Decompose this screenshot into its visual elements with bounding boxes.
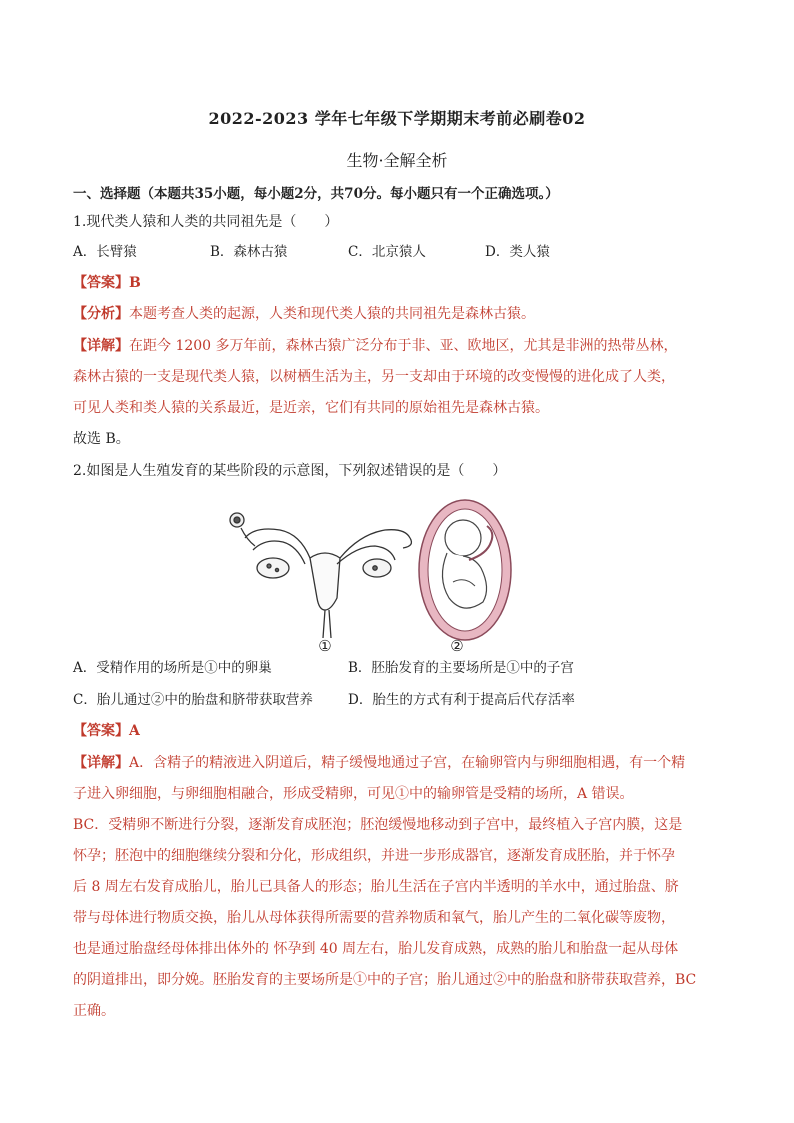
- q1-option-b: B．森林古猿: [210, 244, 288, 260]
- answer-tag: 【答案】: [73, 275, 129, 291]
- q1-option-a: A．长臂猿: [73, 244, 137, 260]
- q2-stem: 2.如图是人生殖发育的某些阶段的示意图，下列叙述错误的是（ ）: [73, 463, 507, 479]
- detail-text: 在距今 1200 多万年前，森林古猿广泛分布于非、亚、欧地区，尤其是非洲的热带丛林，: [129, 338, 678, 354]
- q2-detail-line: BC．受精卵不断进行分裂，逐渐发育成胚泡；胚泡缓慢地移动到子宫中，最终植入子宫内膜，这是: [73, 817, 683, 833]
- page-title: 2022-2023 学年七年级下学期期末考前必刷卷02: [208, 109, 586, 128]
- q1-detail-line: [73, 336, 678, 356]
- analysis-text: 本题考查人类的起源，人类和现代类人猿的共同祖先是森林古猿。: [129, 306, 535, 322]
- q2-detail-line: 后 8 周左右发育成胎儿，胎儿已具备人的形态；胎儿生活在子宫内半透明的羊水中，通过胎盘、脐: [73, 879, 679, 895]
- q2-option-b: B．胚胎发育的主要场所是①中的子宫: [348, 660, 574, 676]
- q2-detail-line: 怀孕；胚泡中的细胞继续分裂和分化，形成组织，并进一步形成器官，逐渐发育成胚胎，并于怀孕: [73, 848, 675, 864]
- q2-detail-line: 子进入卵细胞，与卵细胞相融合，形成受精卵，可见①中的输卵管是受精的场所，A 错误。: [73, 786, 634, 802]
- q1-detail-line: 森林古猿的一支是现代类人猿，以树栖生活为主，另一支却由于环境的改变慢慢的进化成了人类，: [73, 369, 675, 385]
- figure-label-1: ①: [318, 637, 332, 653]
- page-subtitle: 生物·全解全析: [346, 151, 448, 170]
- reproduction-figure: [225, 498, 525, 653]
- q2-option-c: C．胎儿通过②中的胎盘和脐带获取营养: [73, 692, 313, 708]
- q2-detail-line: 正确。: [73, 1003, 115, 1019]
- q2-detail-line: 也是通过胎盘经母体排出体外的 怀孕到 40 周左右，胎儿发育成熟，成熟的胎儿和胎盘一起从母体: [73, 941, 679, 957]
- q1-conclusion: 故选 B。: [73, 431, 130, 447]
- section-heading: 一、选择题（本题共35小题，每小题2分，共70分。每小题只有一个正确选项。）: [73, 186, 559, 202]
- q2-option-a: A．受精作用的场所是①中的卵巢: [73, 660, 272, 676]
- detail-text: A．含精子的精液进入阴道后，精子缓慢地通过子宫，在输卵管内与卵细胞相遇，有一个精: [129, 755, 686, 771]
- q1-analysis: [73, 304, 535, 324]
- q1-option-c: C．北京猿人: [348, 244, 426, 260]
- answer-tag: 【答案】: [73, 723, 129, 739]
- analysis-tag: 【分析】: [73, 306, 129, 322]
- figure-label-2: ②: [450, 637, 464, 653]
- q2-detail-line: 的阴道排出，即分娩。胚胎发育的主要场所是①中的子宫；胎儿通过②中的胎盘和脐带获取营养，BC: [73, 972, 697, 988]
- q1-detail-line: 可见人类和类人猿的关系最近，是近亲，它们有共同的原始祖先是森林古猿。: [73, 400, 549, 416]
- q2-detail-line: 带与母体进行物质交换，胎儿从母体获得所需要的营养物质和氧气，胎儿产生的二氧化碳等废物，: [73, 910, 675, 926]
- q2-option-d: D．胎生的方式有利于提高后代存活率: [348, 692, 575, 708]
- q2-answer: [73, 721, 140, 741]
- answer-value: A: [129, 723, 140, 739]
- q1-stem: 1.现代类人猿和人类的共同祖先是（ ）: [73, 214, 339, 230]
- detail-tag: 【详解】: [73, 755, 129, 771]
- fetus-diagram: [419, 500, 511, 640]
- answer-value: B: [129, 275, 141, 291]
- q1-answer: [73, 273, 141, 293]
- q1-option-d: D．类人猿: [485, 244, 550, 260]
- reproduction-diagram: [225, 498, 525, 653]
- q2-detail-line: [73, 753, 685, 773]
- uterus-diagram: [230, 513, 411, 638]
- detail-tag: 【详解】: [73, 338, 129, 354]
